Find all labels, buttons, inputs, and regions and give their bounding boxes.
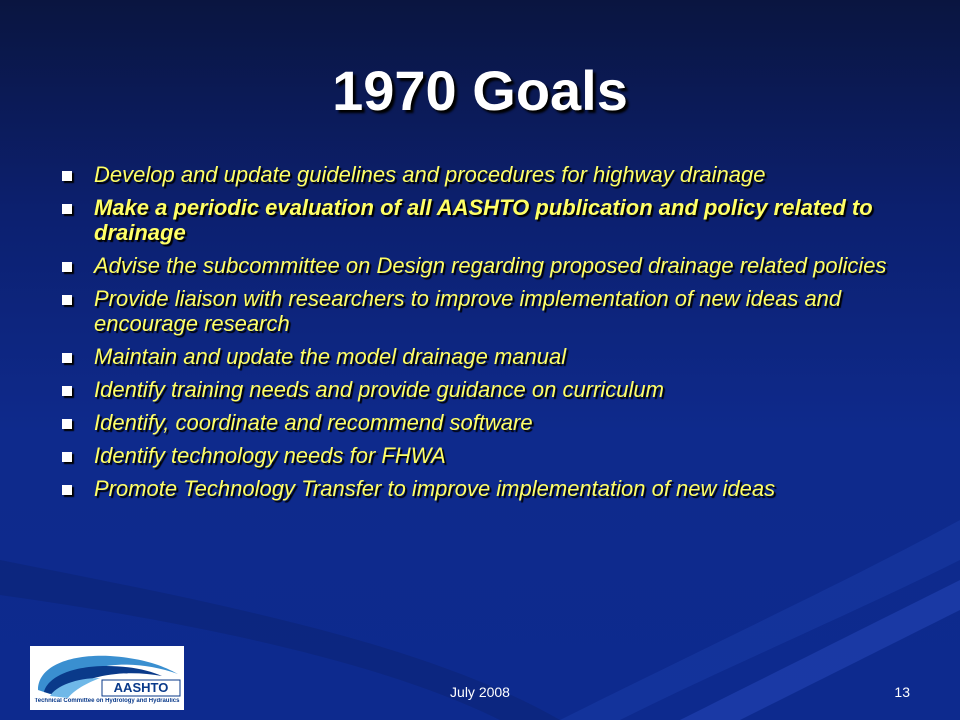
square-bullet-icon: [62, 353, 72, 363]
slide-number: 13: [894, 684, 910, 700]
goal-item: [60, 344, 900, 369]
footer-date: July 2008: [450, 684, 510, 700]
square-bullet-icon: [62, 295, 72, 305]
goal-item: [60, 410, 900, 435]
goal-item: [60, 476, 900, 501]
goal-item: [60, 286, 900, 336]
goal-item: [60, 162, 900, 187]
goal-item: [60, 377, 900, 402]
slide-title: 1970 Goals: [332, 59, 628, 122]
goal-text: Promote Technology Transfer to improve implementation of new ideas: [94, 476, 776, 501]
square-bullet-icon: [62, 204, 72, 214]
square-bullet-icon: [62, 386, 72, 396]
goal-text: Identify, coordinate and recommend software: [94, 410, 533, 435]
square-bullet-icon: [62, 419, 72, 429]
goal-item: [60, 253, 900, 278]
goals-list: [60, 162, 900, 509]
logo-wordmark: AASHTO: [113, 680, 169, 695]
goal-text: Maintain and update the model drainage manual: [94, 344, 567, 369]
goal-text: Make a periodic evaluation of all AASHTO publication and policy related to drainage: [94, 195, 873, 245]
goal-text: Identify training needs and provide guidance on curriculum: [94, 377, 664, 402]
square-bullet-icon: [62, 262, 72, 272]
goal-item: [60, 195, 900, 245]
square-bullet-icon: [62, 452, 72, 462]
square-bullet-icon: [62, 485, 72, 495]
goal-item: [60, 443, 900, 468]
goal-text: Advise the subcommittee on Design regarding proposed drainage related policies: [94, 253, 887, 278]
logo-caption: Technical Committee on Hydrology and Hydraulics: [34, 698, 180, 704]
square-bullet-icon: [62, 171, 72, 181]
aashto-logo: [30, 646, 184, 710]
goal-text: Identify technology needs for FHWA: [94, 443, 446, 468]
goal-text: Provide liaison with researchers to improve implementation of new ideas and encourage research: [94, 286, 842, 336]
goal-text: Develop and update guidelines and procedures for highway drainage: [94, 162, 766, 187]
